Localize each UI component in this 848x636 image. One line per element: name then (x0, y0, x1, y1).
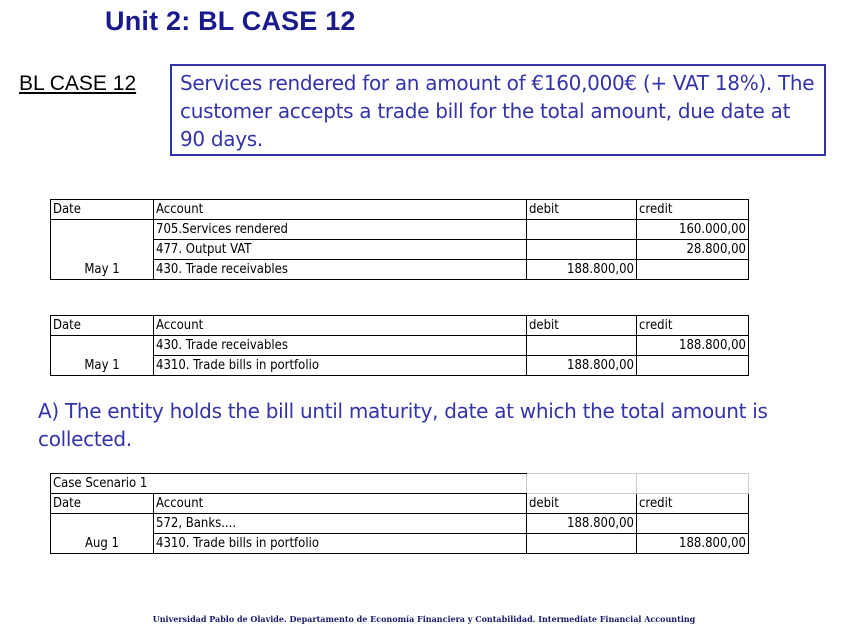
table-row (51, 240, 749, 260)
header-debit: debit (527, 316, 637, 336)
credit-cell: 188.800,00 (637, 534, 749, 554)
slide-title: Unit 2: BL CASE 12 (105, 6, 356, 36)
case-description-text: Services rendered for an amount of €160,000€ (+ VAT 18%). The customer accepts a trade bill for the total amount, due date at 90 days. (180, 71, 815, 151)
header-account: Account (154, 316, 527, 336)
journal-entry-2 (50, 315, 749, 376)
table-header-row (51, 316, 749, 336)
header-debit: debit (527, 494, 637, 514)
entry-date: Aug 1 (51, 514, 154, 554)
credit-cell: 188.800,00 (637, 336, 749, 356)
header-credit: credit (637, 200, 749, 220)
debit-cell: 188.800,00 (527, 356, 637, 376)
table-caption: Case Scenario 1 (51, 474, 527, 494)
entry-date: May 1 (51, 220, 154, 280)
account-cell: 430. Trade receivables (154, 260, 527, 280)
credit-cell (637, 514, 749, 534)
case-description-box (170, 64, 826, 156)
header-debit: debit (527, 200, 637, 220)
header-date: Date (51, 494, 154, 514)
table-row (51, 514, 749, 534)
debit-cell (527, 240, 637, 260)
account-cell: 572, Banks.... (154, 514, 527, 534)
table-row (51, 356, 749, 376)
debit-cell (527, 336, 637, 356)
header-date: Date (51, 316, 154, 336)
credit-cell (637, 260, 749, 280)
debit-cell (527, 220, 637, 240)
table-row (51, 220, 749, 240)
header-account: Account (154, 494, 527, 514)
account-cell: 430. Trade receivables (154, 336, 527, 356)
entry-date: May 1 (51, 336, 154, 376)
debit-cell (527, 534, 637, 554)
table-header-row (51, 494, 749, 514)
debit-cell: 188.800,00 (527, 260, 637, 280)
account-cell: 4310. Trade bills in portfolio (154, 356, 527, 376)
scenario-text: A) The entity holds the bill until maturity, date at which the total amount is collected. (38, 399, 768, 451)
account-cell: 705.Services rendered (154, 220, 527, 240)
caption-empty-cell (637, 474, 749, 494)
header-credit: credit (637, 494, 749, 514)
table-caption-row (51, 474, 749, 494)
header-date: Date (51, 200, 154, 220)
footer: Universidad Pablo de Olavide. Departamento de Economía Financiera y Contabilidad. Intermediate Financial Accounting (152, 614, 696, 624)
case-label: BL CASE 12 (19, 72, 137, 95)
header-credit: credit (637, 316, 749, 336)
account-cell: 4310. Trade bills in portfolio (154, 534, 527, 554)
table-row (51, 534, 749, 554)
caption-empty-cell (527, 474, 637, 494)
account-cell: 477. Output VAT (154, 240, 527, 260)
table-row (51, 336, 749, 356)
journal-entry-1 (50, 199, 749, 280)
credit-cell: 28.800,00 (637, 240, 749, 260)
journal-entry-3 (50, 473, 749, 554)
debit-cell: 188.800,00 (527, 514, 637, 534)
table-row (51, 260, 749, 280)
credit-cell: 160.000,00 (637, 220, 749, 240)
header-account: Account (154, 200, 527, 220)
table-header-row (51, 200, 749, 220)
credit-cell (637, 356, 749, 376)
